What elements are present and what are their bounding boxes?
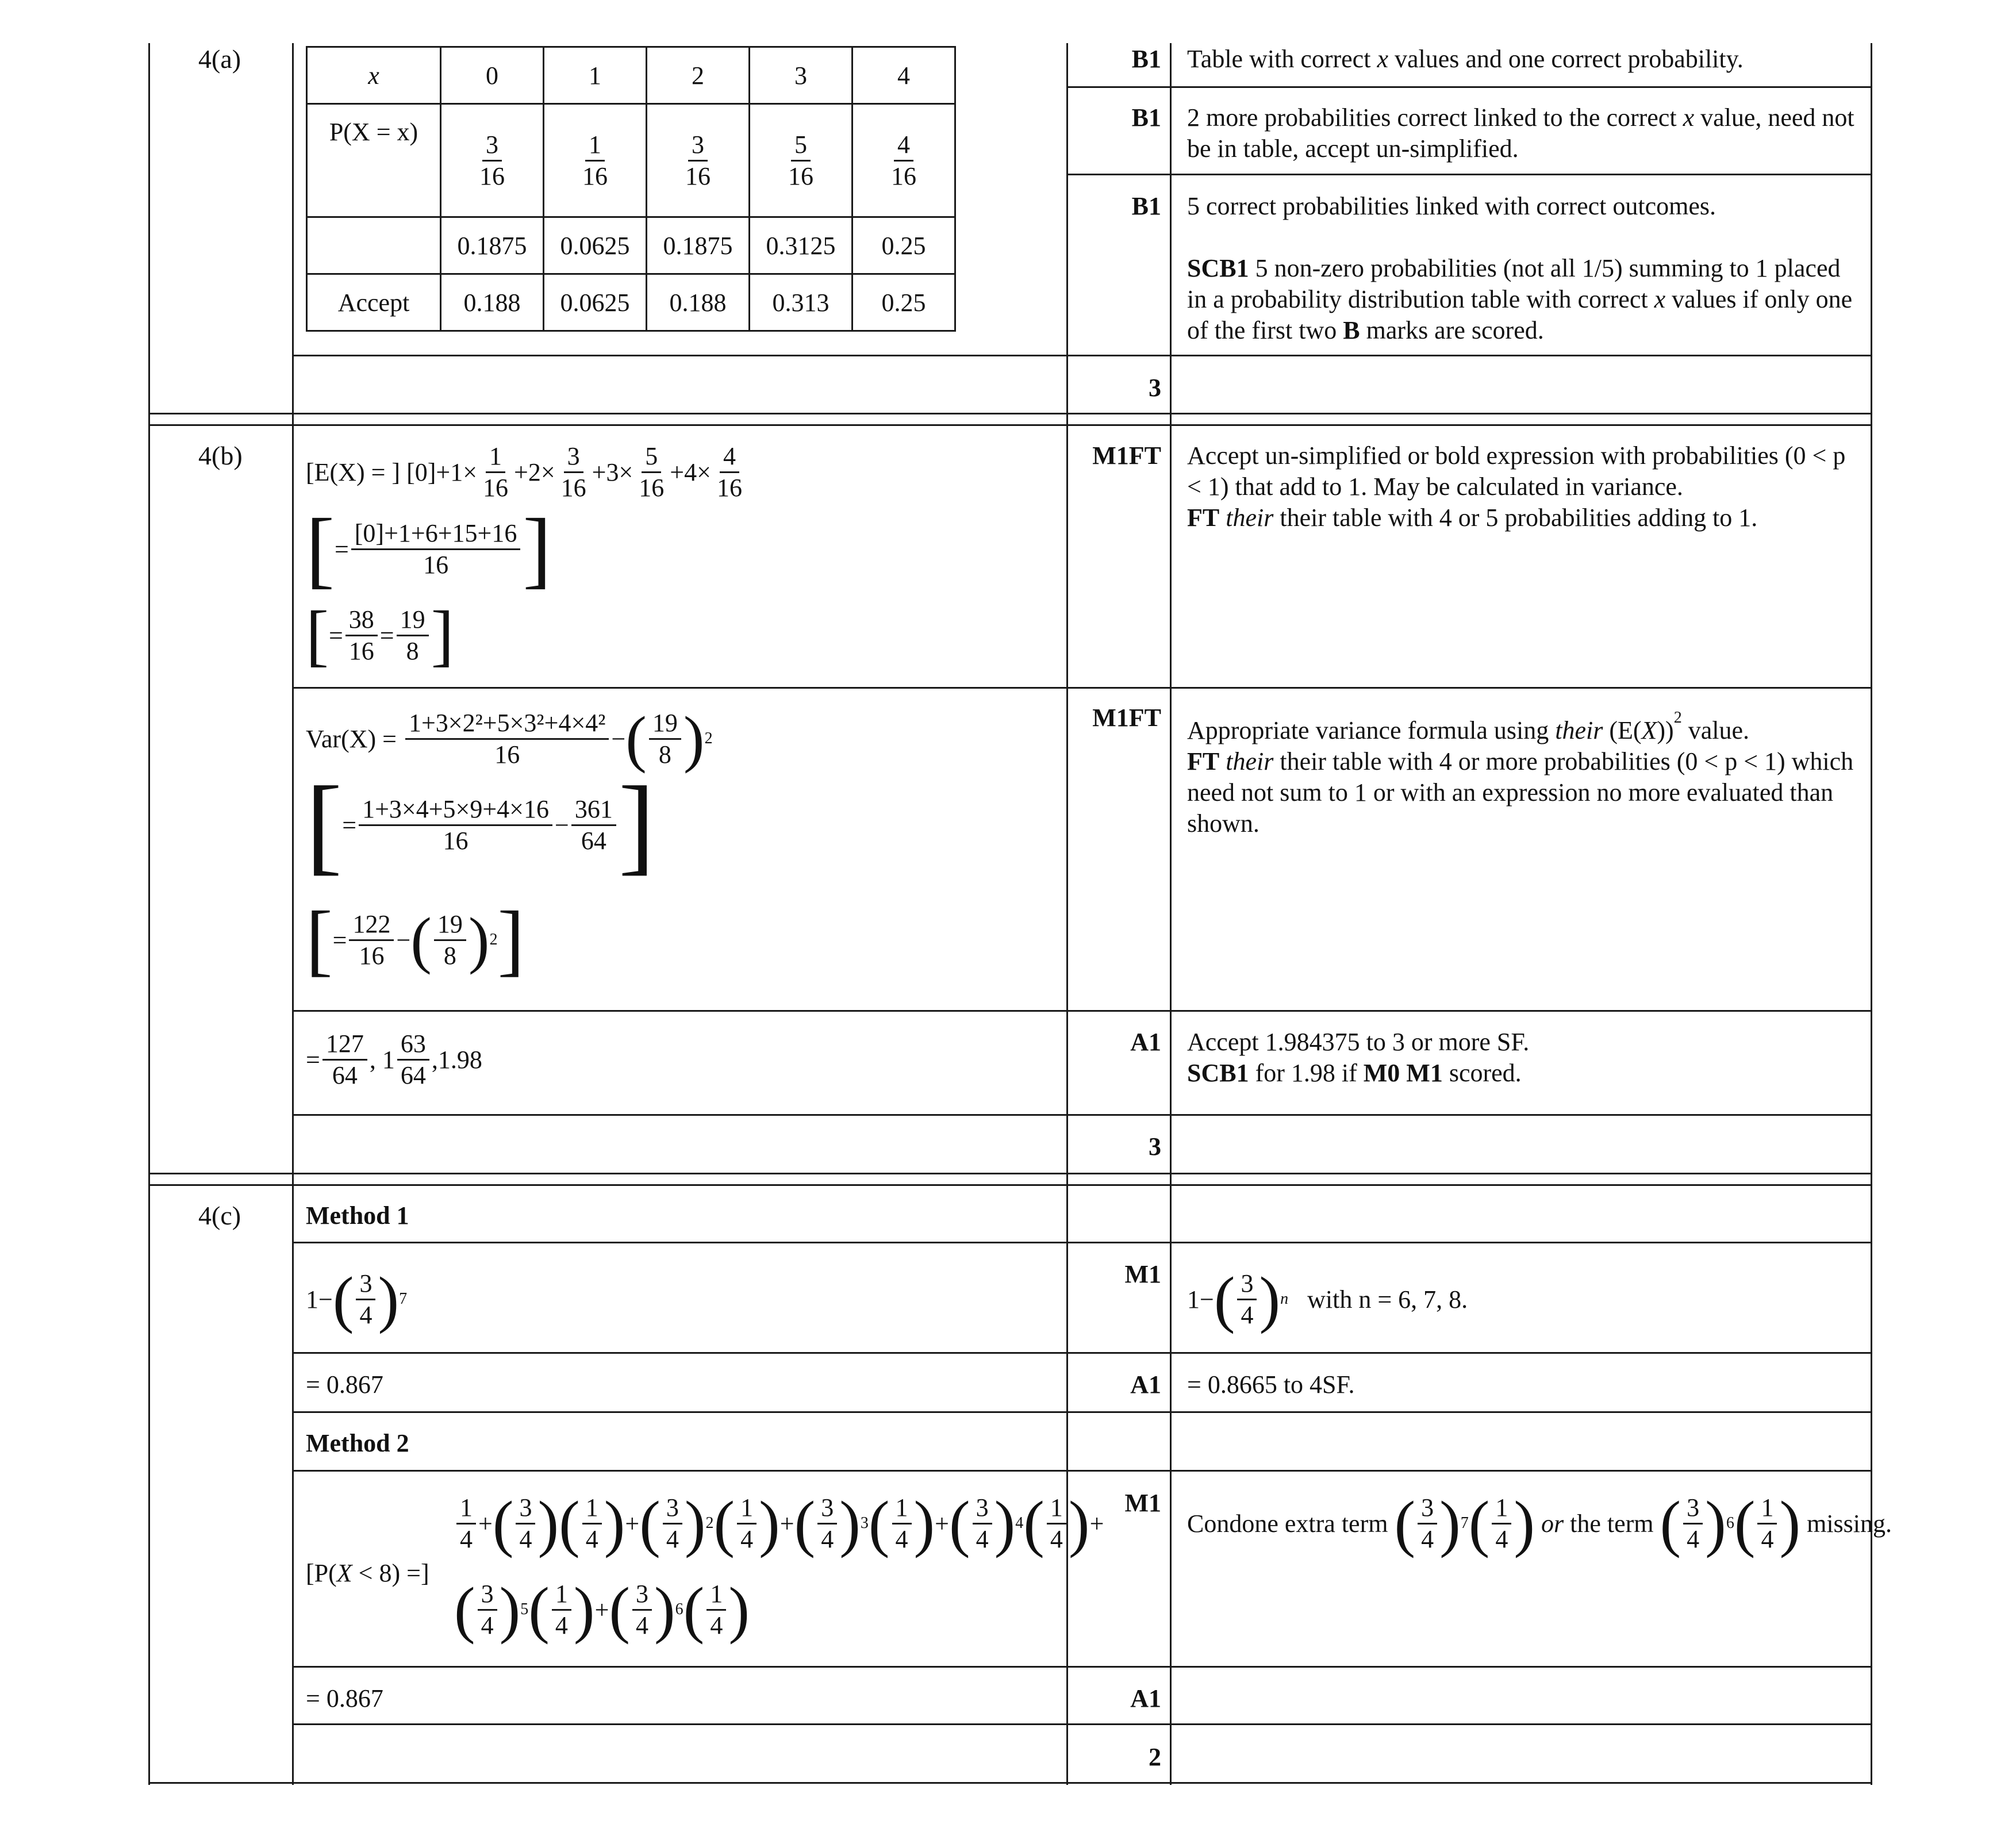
table-cell: 0.25 [853,217,955,274]
guidance-text: Accept un-simplified or bold expression with probabilities (0 < p < 1) that add to 1. May be calculated in variance. FT their their table with 4 or 5 probabilities adding to 1. [1187,441,1846,532]
table-cell: $\frac{4}{16}$ [853,104,955,217]
table-cell: 0.188 [441,274,544,331]
table-cell: 0 [441,47,544,104]
method2-label: [P(X < 8) =] [306,1559,429,1587]
grid-line [292,1723,1872,1725]
total-marks: 3 [1149,374,1161,402]
grid-line [1170,43,1172,1785]
table-cell: 3 [750,47,853,104]
table-cell: 2 [647,47,750,104]
grid-line [292,1411,1872,1413]
grid-line [292,1470,1872,1472]
table-cell: 0.1875 [647,217,750,274]
grid-line [292,1352,1872,1354]
table-header-p: P(X = x) [307,104,441,217]
method1-answer: = 0.867 [306,1370,383,1399]
method2-expression-line-2: ( $\frac{3}{4}$ ) 5 ( $\frac{1}{4}$ ) + ( $\frac{3}{4}$ ) 6 ( $\frac{1}{4}$ ) [454,1575,750,1645]
expectation-line-3: [ = $\frac{38}{16}$ = $\frac{19}{8}$ ] [306,597,454,673]
question-label: 4(c) [198,1201,241,1230]
grid-line [148,424,1872,426]
table-cell: 0.313 [750,274,853,331]
table-cell: $\frac{3}{16}$ [441,104,544,217]
table-cell: $\frac{3}{16}$ [647,104,750,217]
table-cell [307,217,441,274]
mark-code: M1FT [1092,704,1161,732]
mark-code: B1 [1131,103,1161,132]
method-heading: Method 1 [306,1201,409,1230]
variance-line-2: [ = $\frac{1+3\times 4+5\times 9+4\times 16}{16}$ − $\frac{361}{64}$ ] [306,765,655,885]
guidance-text: Accept 1.984375 to 3 or more SF. SCB1 for 1.98 if M0 M1 scored. [1187,1028,1530,1087]
expectation-line-2: [ = $\frac{[0]+1+6+15+16}{16}$ ] [306,501,552,597]
variance-line-1: Var(X) = $\frac{\text{1+3×2²+5×3²+4×4²}}{16}$ − ( $\frac{19}{8}$ ) 2 [306,704,713,774]
table-cell: $\frac{1}{16}$ [544,104,647,217]
total-marks: 3 [1149,1132,1161,1161]
guidance-text: = 0.8665 to 4SF. [1187,1370,1355,1399]
question-label: 4(a) [198,44,241,74]
grid-line [292,1114,1872,1116]
method-heading: Method 2 [306,1429,409,1457]
table-cell: $\frac{5}{16}$ [750,104,853,217]
mark-code: M1 [1124,1489,1161,1517]
table-cell: 4 [853,47,955,104]
guidance-text: Appropriate variance formula using their $(E(X))^2$ value. FT their their table with 4 or more probabilities (0 < p < 1) which need not sum to 1 or with an expression no more evaluated than shown. [1187,709,1854,838]
mark-code: M1FT [1092,441,1161,470]
grid-line [292,1010,1872,1012]
variance-answer: = $\frac{127}{64}$ , 1 $\frac{63}{64}$ , 1.98 [306,1030,482,1089]
grid-line [292,43,294,1785]
table-cell: 0.3125 [750,217,853,274]
method2-answer: = 0.867 [306,1684,383,1712]
grid-line [148,1782,1872,1784]
guidance-text: 2 more probabilities correct linked to the correct x value, need not be in table, accept un-simplified. [1187,103,1854,163]
probability-table [306,46,956,332]
grid-line [148,1184,1872,1186]
table-cell: 0.0625 [544,217,647,274]
guidance-expression: Condone extra term ( $\frac{3}{4}$ ) 7 ( $\frac{1}{4}$ ) or the term ( $\frac{3}{4}$ ) 6 ( $\frac{1}{4}$ ) missing. [1187,1488,1892,1558]
grid-line [148,1173,1872,1174]
guidance-expression: 1− ( $\frac{3}{4}$ ) n with n = 6, 7, 8. [1187,1264,1468,1334]
table-cell: Accept [307,274,441,331]
mark-code: A1 [1130,1028,1161,1056]
table-cell: 1 [544,47,647,104]
grid-line [292,687,1872,689]
table-cell: 0.0625 [544,274,647,331]
grid-line [148,413,1872,414]
table-cell: 0.1875 [441,217,544,274]
grid-line [148,43,150,1785]
grid-line [292,355,1872,356]
method1-expression: 1− ( $\frac{3}{4}$ ) 7 [306,1264,408,1334]
mark-code: B1 [1131,192,1161,220]
mark-code: A1 [1130,1684,1161,1712]
variance-line-3: [ = $\frac{122}{16}$ − ( $\frac{19}{8}$ ) 2 ] [306,895,525,984]
expectation-line-1: [E(X) = ] [0]+1× $\frac{1}{16}$ +2× $\frac{3}{16}$ +3× $\frac{5}{16}$ +4× $\frac{4}{16}$ [306,442,742,502]
mark-code: B1 [1131,45,1161,73]
guidance-text: 5 correct probabilities linked with correct outcomes. [1187,192,1717,220]
grid-line [292,1666,1872,1668]
mark-code: M1 [1124,1260,1161,1288]
grid-line [1066,174,1872,175]
method2-expression-line-1: $\frac{1}{4}$ + ( $\frac{3}{4}$ ) ( $\frac{1}{4}$ ) + ( $\frac{3}{4}$ ) 2 ( $\frac{1}{4}$ ) + ( $\frac{3}{4}$ ) 3 ( $\frac{1}{4}$ ) + ( $\frac{3}{4}$ ) 4 ( $\frac{1}{4}$ ) + [454,1492,1104,1555]
table-header-x: x [307,47,441,104]
grid-line [292,1242,1872,1243]
table-cell: 0.25 [853,274,955,331]
grid-line [1066,86,1872,88]
mark-code: A1 [1130,1370,1161,1399]
scb-guidance: SCB1 5 non-zero probabilities (not all 1/5) summing to 1 placed in a probability distribution table with correct x values if only one of the first two B marks are scored. [1187,254,1853,344]
table-cell: 0.188 [647,274,750,331]
question-label: 4(b) [198,441,243,470]
guidance-text: Table with correct x values and one correct probability. [1187,45,1744,73]
total-marks: 2 [1149,1743,1161,1771]
